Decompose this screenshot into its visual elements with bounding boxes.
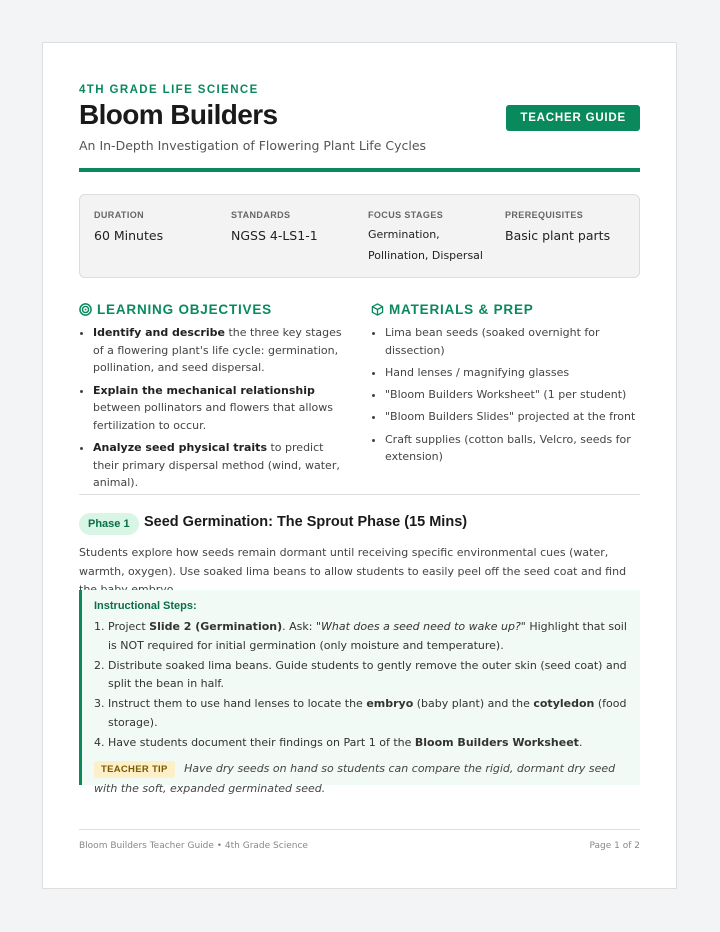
step-item: 2. Distribute soaked lima beans. Guide students to gently remove the outer skin (seed coat) and split the bean in half. bbox=[108, 657, 628, 694]
list-item bbox=[93, 439, 345, 492]
materials-list bbox=[371, 324, 653, 470]
meta-value: Basic plant parts bbox=[505, 228, 611, 243]
step-item: 1. Project Slide 2 (Germination). Ask: "What does a seed need to wake up?" Highlight that soil is NOT required for initial germination (only moisture and temperature). bbox=[108, 618, 628, 655]
objective-key: Identify and describe bbox=[93, 326, 225, 339]
phase-title: Seed Germination: The Sprout Phase (15 Mins) bbox=[144, 514, 468, 530]
list-item: • "Bloom Builders Worksheet" (1 per student) bbox=[385, 386, 653, 404]
list-item bbox=[93, 324, 345, 377]
steps-list bbox=[94, 618, 628, 752]
step-item: 4. Have students document their findings on Part 1 of the Bloom Builders Worksheet. bbox=[108, 734, 628, 753]
instructional-steps-box bbox=[79, 590, 640, 795]
teacher-tip-badge: TEACHER TIP bbox=[94, 761, 175, 778]
step-item: 3. Instruct them to use hand lenses to locate the embryo (baby plant) and the cotyledon (food storage). bbox=[108, 695, 628, 732]
objective-text: between pollinators and flowers that allows fertilization to occur. bbox=[93, 401, 333, 432]
objective-text: to predict their primary dispersal method (wind, water, animal). bbox=[93, 441, 340, 489]
materials-heading bbox=[371, 302, 534, 317]
objective-text: the three key stages of a flowering plant's life cycle: germination, pollination, and seed dispersal. bbox=[93, 326, 342, 374]
footer-title: Bloom Builders Teacher Guide • 4th Grade Science bbox=[79, 841, 308, 851]
objective-key: Analyze seed physical traits bbox=[93, 441, 267, 454]
list-item: • Hand lenses / magnifying glasses bbox=[385, 364, 653, 382]
meta-label: PREREQUISITES bbox=[505, 210, 584, 220]
box-icon bbox=[371, 303, 384, 316]
meta-focus-stages bbox=[368, 210, 488, 266]
objective-key: Explain the mechanical relationship bbox=[93, 383, 315, 397]
meta-prerequisites bbox=[505, 210, 635, 243]
section-divider bbox=[79, 494, 640, 495]
page-title: Bloom Builders bbox=[79, 99, 278, 130]
phase-badge: Phase 1 bbox=[79, 513, 139, 535]
phase-description: Students explore how seeds remain dormant until receiving specific environmental cues (water, warmth, oxygen). Use soaked lima beans to allow students to easily peel off the seed coat and find bbox=[79, 546, 627, 578]
steps-title: Instructional Steps: bbox=[94, 600, 197, 612]
meta-value: Germination, Pollination, Dispersal bbox=[368, 228, 483, 262]
header-divider bbox=[79, 168, 640, 172]
teacher-guide-badge: TEACHER GUIDE bbox=[506, 105, 640, 131]
meta-label: FOCUS STAGES bbox=[368, 210, 444, 220]
page-number: Page 1 of 2 bbox=[589, 841, 640, 851]
page-subtitle: An In-Depth Investigation of Flowering Plant Life Cycles bbox=[79, 138, 427, 153]
list-item: • "Bloom Builders Slides" projected at the front bbox=[385, 408, 653, 426]
objectives-list bbox=[79, 324, 345, 497]
footer-divider bbox=[79, 829, 640, 830]
teacher-tip bbox=[94, 760, 628, 798]
objectives-heading-text: LEARNING OBJECTIVES bbox=[97, 302, 272, 317]
list-item: • Craft supplies (cotton balls, Velcro, seeds for extension) bbox=[385, 431, 653, 466]
teacher-tip-text: Have dry seeds on hand so students can compare the rigid, dormant dry seed with the soft, expanded germinated seed. bbox=[94, 762, 616, 795]
lesson-meta-box bbox=[79, 194, 640, 278]
materials-heading-text: MATERIALS & PREP bbox=[389, 302, 534, 317]
list-item: • Lima bean seeds (soaked overnight for dissection) bbox=[385, 324, 653, 359]
list-item bbox=[93, 382, 345, 435]
meta-value: 60 Minutes bbox=[94, 228, 164, 243]
target-icon bbox=[79, 303, 92, 316]
meta-standards bbox=[231, 210, 361, 243]
document-page bbox=[42, 42, 677, 889]
meta-value: NGSS 4-LS1-1 bbox=[231, 228, 318, 243]
objectives-heading bbox=[79, 302, 272, 317]
meta-label: DURATION bbox=[94, 210, 145, 220]
meta-label: STANDARDS bbox=[231, 210, 291, 220]
meta-duration bbox=[94, 210, 224, 243]
grade-kicker: 4TH GRADE LIFE SCIENCE bbox=[79, 84, 259, 96]
